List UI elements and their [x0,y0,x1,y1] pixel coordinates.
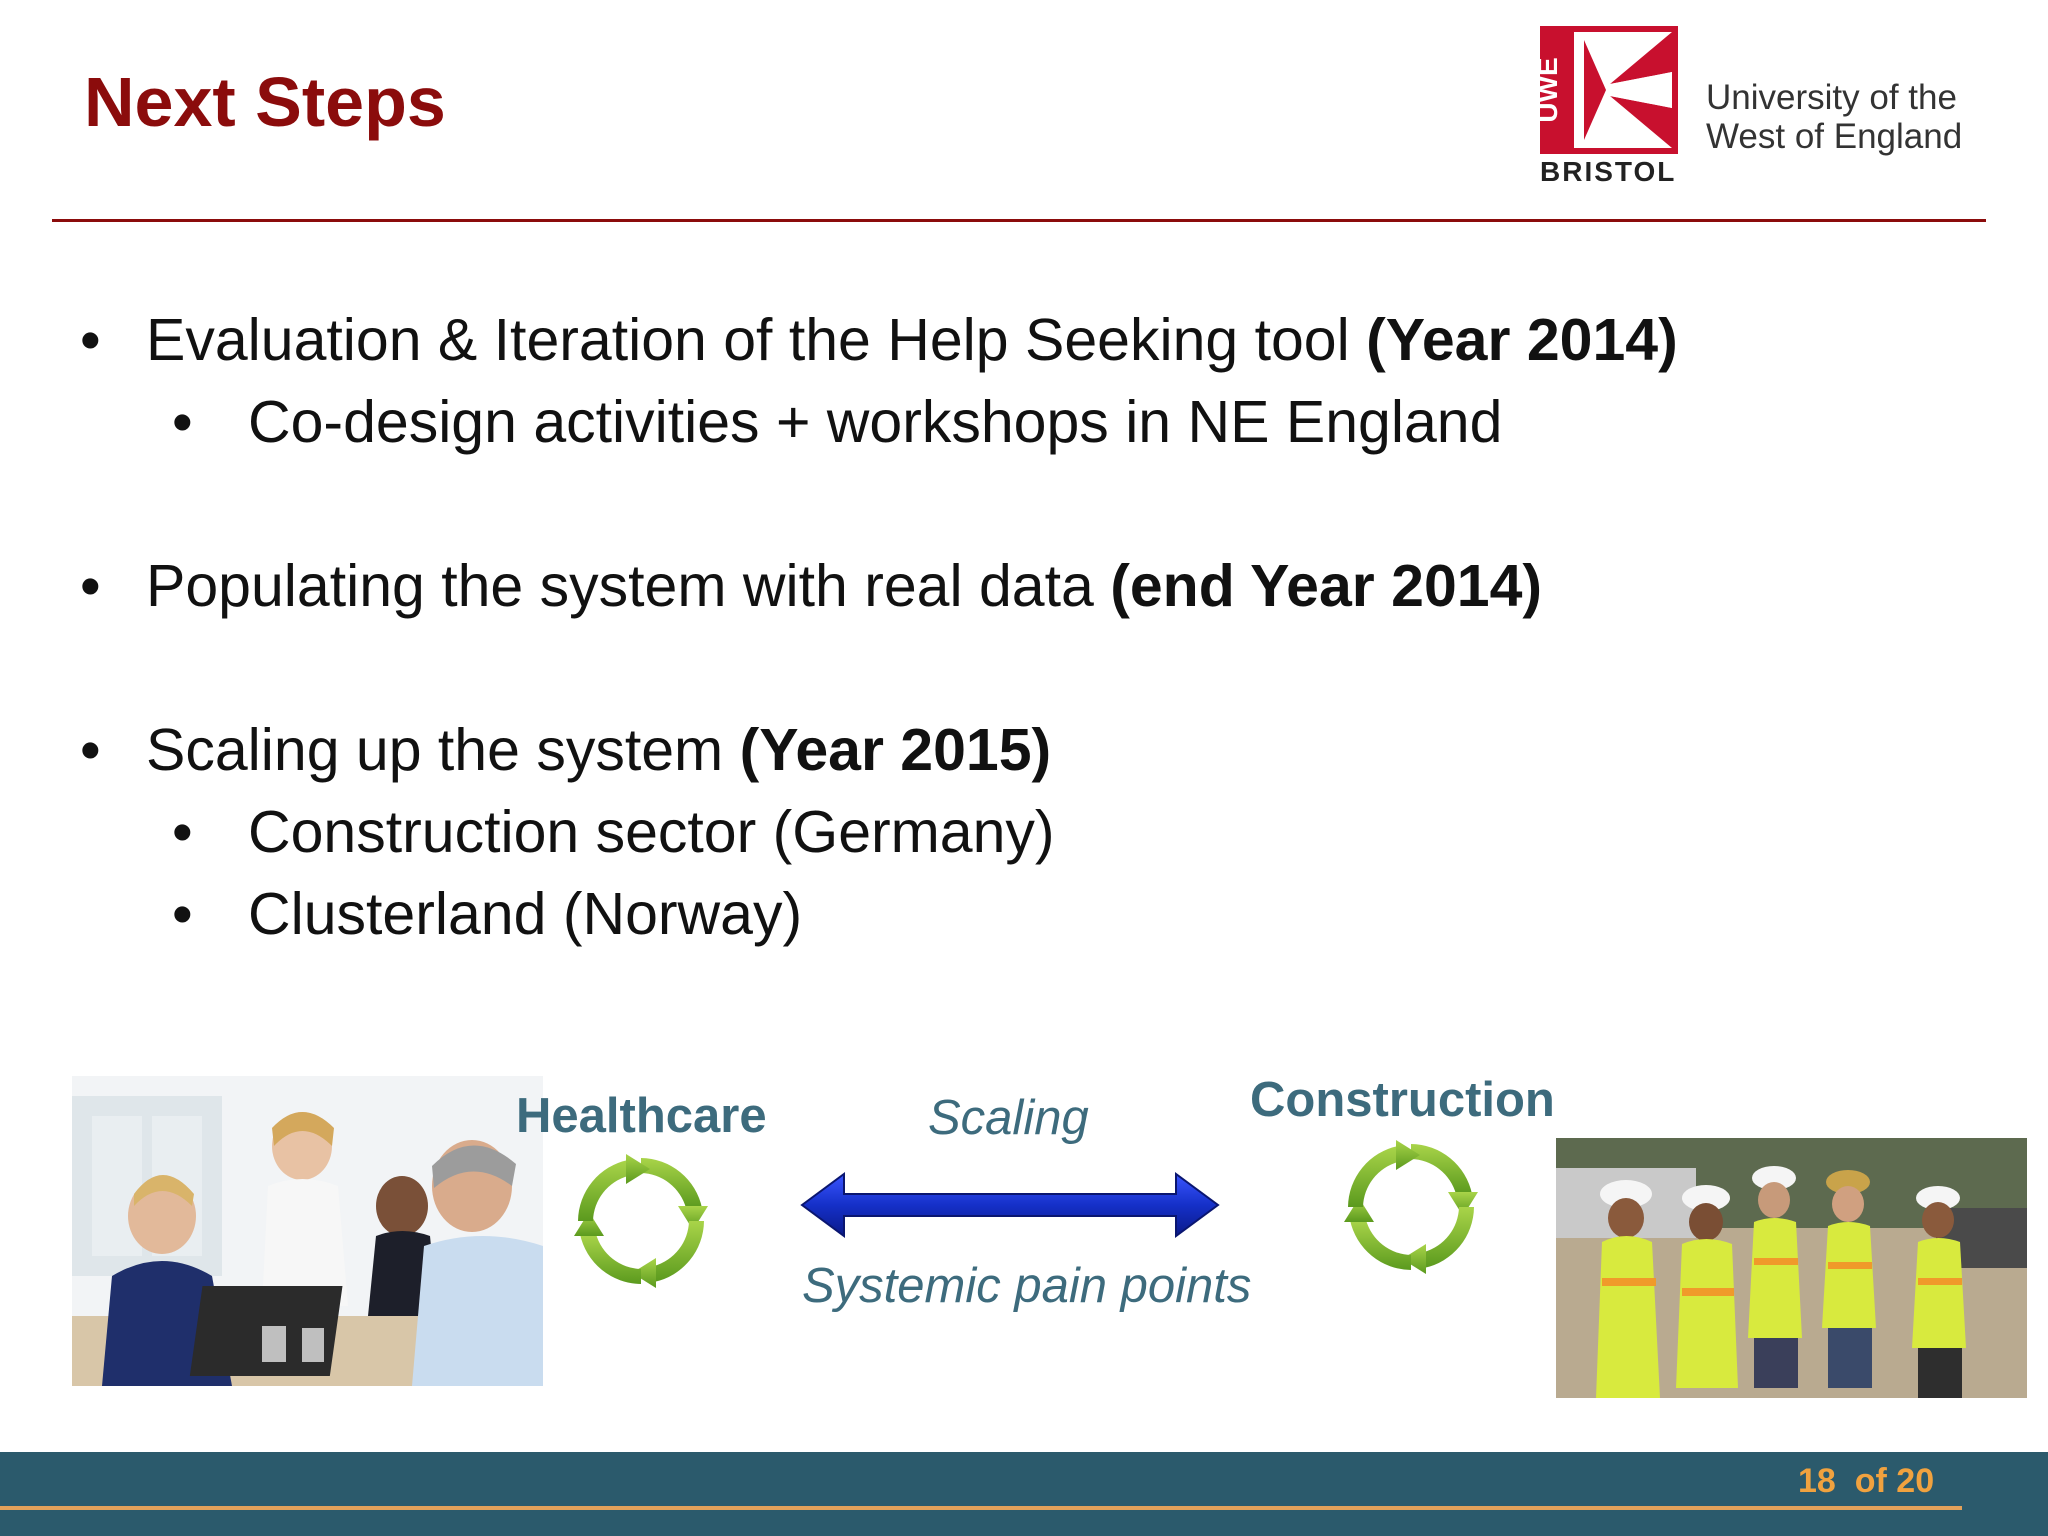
bullet-bold: (Year 2014) [1366,307,1678,373]
bullet-bold: (Year 2015) [739,717,1052,783]
bullet-dot: • [80,553,101,619]
healthcare-photo-image [72,1076,543,1386]
construction-label: Construction [1250,1073,1555,1127]
pain-points-label: Systemic pain points [802,1259,1252,1313]
recycle-arrows-icon [1336,1132,1486,1282]
logo-mark-text: UWE [1532,57,1563,123]
bullet-dot: • [80,307,101,373]
bullet-populating [80,552,1543,620]
bullet-dot: • [80,717,101,783]
bullet-text: Co-design activities + workshops in NE England [248,389,1503,455]
double-arrow-icon [798,1170,1222,1240]
bullet-dot: • [172,881,193,947]
construction-photo-image [1556,1138,2027,1398]
slide-title: Next Steps [84,63,446,141]
page-total: 20 [1896,1462,1935,1500]
uwe-logo-mark-icon [1532,26,1678,154]
uwe-logo [1532,22,2006,192]
bullet-text: Evaluation & Iteration of the Help Seeking tool [146,307,1367,373]
bullet-scaling [80,716,1052,784]
bullet-text: Populating the system with real data [146,553,1111,619]
bullet-text: Clusterland (Norway) [248,881,803,947]
title-divider [52,219,1986,222]
bullet-text: Construction sector (Germany) [248,799,1055,865]
construction-photo [1556,1138,2027,1398]
bullet-text: Scaling up the system [146,717,740,783]
bullet-bold: (end Year 2014) [1110,553,1543,619]
logo-university-name [1706,78,1962,156]
page-of: of [1854,1462,1887,1500]
logo-name-line2: West of England [1706,117,1963,156]
bullet-dot: • [172,389,193,455]
healthcare-label: Healthcare [516,1089,767,1143]
page-number [1798,1462,1934,1501]
page-current: 18 [1798,1462,1836,1500]
healthcare-photo [72,1076,543,1386]
footer-bar [0,1452,2048,1536]
subbullet-codesign [172,388,1503,456]
subbullet-construction [172,798,1055,866]
footer-accent-line [0,1506,1962,1510]
subbullet-clusterland [172,880,803,948]
bullet-evaluation [80,306,1678,374]
bullet-dot: • [172,799,193,865]
logo-name-line1: University of the [1706,78,1957,117]
logo-city: BRISTOL [1540,156,1677,187]
scaling-label: Scaling [928,1091,1089,1145]
recycle-arrows-icon [566,1146,716,1296]
